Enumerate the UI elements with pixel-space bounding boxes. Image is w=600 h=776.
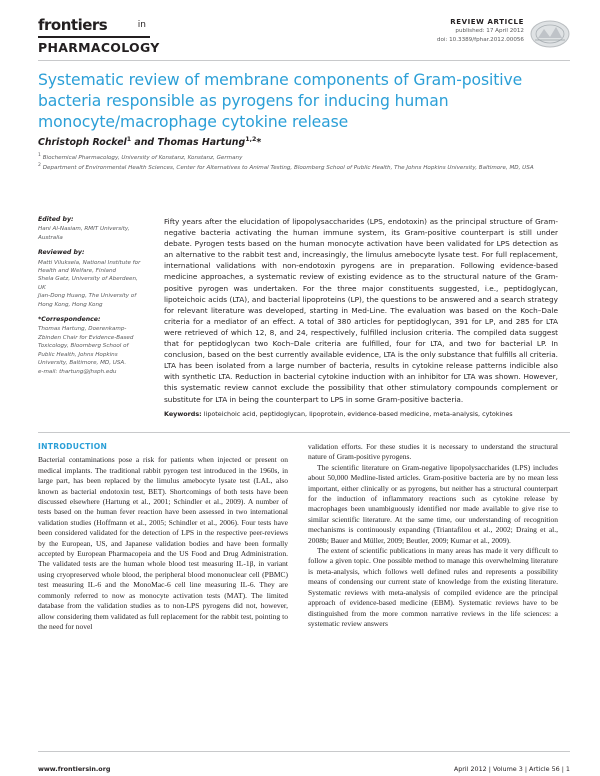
footer-divider bbox=[38, 751, 570, 752]
reviewer-name: Shela Gatz, University of Aberdeen, UK bbox=[38, 276, 138, 291]
reviewer-name: Matti Viluksela, National Institute for Health and Welfare, Finland bbox=[38, 259, 141, 275]
logo-journal-name: PHARMACOLOGY bbox=[38, 36, 150, 55]
section-heading-introduction: INTRODUCTION bbox=[38, 442, 108, 451]
body-paragraph: The extent of scientific publications in many areas has made it very difficult to follow a given topic. One possible method to manage this overwhelming literature is meta-analysis, which follows well defined rules and represents a possibility means of condensing our current state of knowledge from the existing literature. Systematic reviews with meta-analysis of compiled evidence are the principal approach of evidence-based medicine (EBM). Systematic reviews have to be distinguished from the more common narrative reviews in the life sciences: a systematic review answers bbox=[308, 546, 558, 628]
abstract-text: Fifty years after the elucidation of lipopolysaccharides (LPS, endotoxin) as the principal structure of Gram-negative bacteria activating the human immune system, its Gram-positive counterpart is still under debate. Pyrogen tests based on the human monocyte activation have been validated for LPS detection as an alternative to the rabbit test and, increasingly, the limulus amebocyte lysate test. For full replacement, international validations with non-endotoxin pyrogens are in preparation. Following evidence-based medicine approaches, a systematic review of existing evidence as to the structural nature of the Gram-positive pyrogen was undertaken. For the three major constituents suggested, i.e., peptidoglycan, lipoteichoic acids (LTA), and bacterial lipoproteins (LP), the questions to be answered and a search strategy for relevant literature was developed, starting in Med-Line. The evaluation was based on the Koch–Dale criteria for a mediator of an effect. A total of 380 articles for peptidoglycan, 391 for LP, and 285 for LTA were retrieved of which 12, 8, and 24, respectively, fulfilled inclusion criteria. The compiled data suggest that for peptidoglycan two Koch–Dale criteria are fulfilled, four for LTA, and two for bacterial LP. In conclusion, based on the best currently available evidence, LTA is the only substance that fulfills all criteria. LTA has been isolated from a large number of bacteria, results in cytokine release patterns indicible also with synthetic LTA. Reduction in bacterial cytokine induction with an inhibitor for LTA was shown. However, this systematic review cannot exclude the possibility that other stimulatory compounds complement or substitute for LTA in being the counterpart to LPS in some Gram-positive bacteria. bbox=[164, 217, 558, 404]
body-paragraph: validation efforts. For these studies it is necessary to understand the structural nature of Gram-positive pyrogens. bbox=[308, 442, 558, 462]
edited-by-block bbox=[38, 216, 142, 242]
correspondence-email[interactable]: e-mail: thartung@jhsph.edu bbox=[38, 368, 117, 375]
logo-in-text: in bbox=[137, 20, 146, 30]
affiliation-item: $^1$ Biochemical Pharmacology, University of Konstanz, Konstanz, Germany bbox=[38, 153, 243, 161]
correspondence-address: Thomas Hartung, Doerenkamp-Zbinden Chair for Evidence-Based Toxicology, Bloomberg School of Public Health, Johns Hopkins University, Baltimore, MD, USA. bbox=[38, 326, 134, 367]
body-paragraph: Bacterial contaminations pose a risk for patients when injected or present on medical implants. The traditional rabbit pyrogen test introduced in the 1960s, in large part, has been replaced by the limulus amebocyte lysate test (LAL, also known as bacterial endotoxin test, BET). Shortcomings of both tests have been discussed elsewhere (Hartung et al., 2001; Schindler et al., 2009). A number of tests based on the human fever reaction have been assessed in two international validation studies (Hoffmann et al., 2005; Schindler et al., 2006). Four tests have been considered validated for the detection of LPS in the respective peer-reviews by the European, US, and Japanese validation bodies and have been formally accepted by European Pharmacopeia and the US Food and Drug Administration. The validated tests are the human whole blood test measuring IL-1β, in variant using cryopreserved whole blood, the peripheral blood mononuclear cell (PBMC) test measuring IL-6 and the MonoMac-6 cell line measuring IL-6. They are commonly referred to now as monocyte activation tests (MAT). The limited database from the validation studies as to non-LPS pyrogens did not, however, allow considering them validated as full replacement for the rabbit test, pointing to the need for novel bbox=[38, 455, 288, 631]
body-column-right bbox=[308, 442, 558, 629]
keywords-label: Keywords: bbox=[164, 410, 202, 418]
published-date: published: 17 April 2012 bbox=[455, 28, 524, 34]
article-type-label: REVIEW ARTICLE bbox=[450, 18, 524, 26]
body-divider bbox=[38, 432, 570, 433]
correspondence-block bbox=[38, 316, 142, 376]
affiliation-item: $^2$ Department of Environmental Health Sciences, Center for Alternatives to Animal Testing, Bloomberg School of Public Health, The Johns Hopkins University, Baltimore, MD, USA bbox=[38, 163, 534, 171]
journal-logo bbox=[38, 18, 158, 55]
keywords-list: lipoteichoic acid, peptidoglycan, lipoprotein, evidence-based medicine, meta-analysis, cytokines bbox=[203, 410, 513, 418]
body-paragraph: The scientific literature on Gram-negative lipopolysaccharides (LPS) includes about 50,000 Medline-listed articles. Gram-positive bacteria are by no mean less important, either clinically or as pyrogens, but neither has a structural counterpart for the induction of inflammatory reactions such as cytokine release by macrophages been unambiguously identified nor made available to give rise to similar scientific literature. At the same time, our understanding of recognition mechanisms is continuously expanding (Triantafilou et al., 2002; Draing et al., 2008b; Bauer and Müller, 2009; Beutler, 2009; Kumar et al., 2009). bbox=[308, 462, 558, 545]
keywords-block bbox=[164, 410, 558, 419]
logo-frontiers-text: frontiers bbox=[38, 16, 108, 34]
author-list: Christoph Rockel$^1$ and Thomas Hartung$^{1,2}$* bbox=[38, 136, 262, 149]
affiliation-list bbox=[38, 152, 538, 172]
reviewed-by-label: Reviewed by: bbox=[38, 249, 85, 257]
reviewer-name: Jian-Dong Huang, The University of Hong Kong, Hong Kong bbox=[38, 293, 137, 308]
footer-website[interactable]: www.frontiersin.org bbox=[38, 765, 111, 773]
reviewed-by-block bbox=[38, 249, 142, 309]
footer-citation: April 2012 | Volume 3 | Article 56 | 1 bbox=[453, 765, 570, 773]
correspondence-label: *Correspondence: bbox=[38, 316, 101, 324]
article-meta-block bbox=[437, 18, 524, 44]
editor-name: Hani Al-Nasiam, RMIT University, Australia bbox=[38, 226, 130, 241]
journal-seal-icon bbox=[530, 18, 570, 50]
edited-by-label: Edited by: bbox=[38, 216, 74, 223]
editorial-meta-column bbox=[38, 216, 142, 383]
header-divider bbox=[38, 60, 570, 61]
body-column-left bbox=[38, 442, 288, 632]
page-title: Systematic review of membrane components of Gram-positive bacteria responsible as pyrogens for inducing human monocyte/macrophage cytokine release bbox=[38, 71, 523, 131]
article-doi: doi: 10.3389/fphar.2012.00056 bbox=[436, 37, 524, 43]
page-header bbox=[38, 18, 570, 62]
